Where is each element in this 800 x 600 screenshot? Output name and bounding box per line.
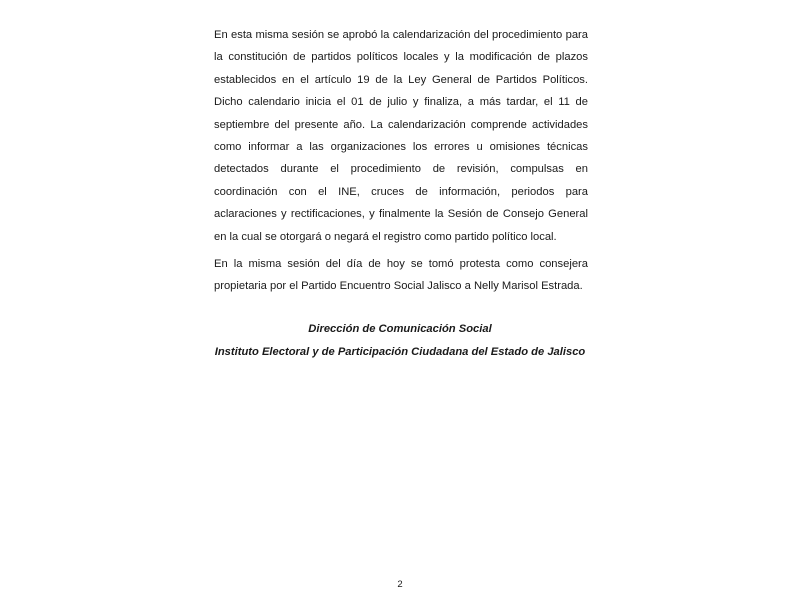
- paragraph-protesta: En la misma sesión del día de hoy se tomó protesta como consejera propietaria por el Partido Encuentro Social Jalisco a Nelly Marisol Estrada.: [214, 258, 588, 293]
- signature-block: [150, 318, 650, 363]
- page-number: 2: [397, 579, 403, 590]
- signature-institute: Instituto Electoral y de Participación Ciudadana del Estado de Jalisco: [214, 345, 586, 358]
- signature-department: Dirección de Comunicación Social: [308, 323, 492, 335]
- paragraph-calendarizacion: En esta misma sesión se aprobó la calendarización del procedimiento para la constitución de partidos políticos locales y la modificación de plazos establecidos en el artículo 19 de la Ley General de Partidos Políticos. Dicho calendario inicia el 01 de julio y finaliza, a más tardar, el 11 de septiembre del presente año. La calendarización comprende actividades como informar a las organizaciones los errores u omisiones técnicas detectados durante el procedimiento de revisión, compulsas en coordinación con el INE, cruces de información, periodos para aclaraciones y rectificaciones, y finalmente la Sesión de Consejo General en la cual se otorgará o negará el registro como partido político local.: [214, 29, 588, 243]
- document-body: [214, 24, 588, 298]
